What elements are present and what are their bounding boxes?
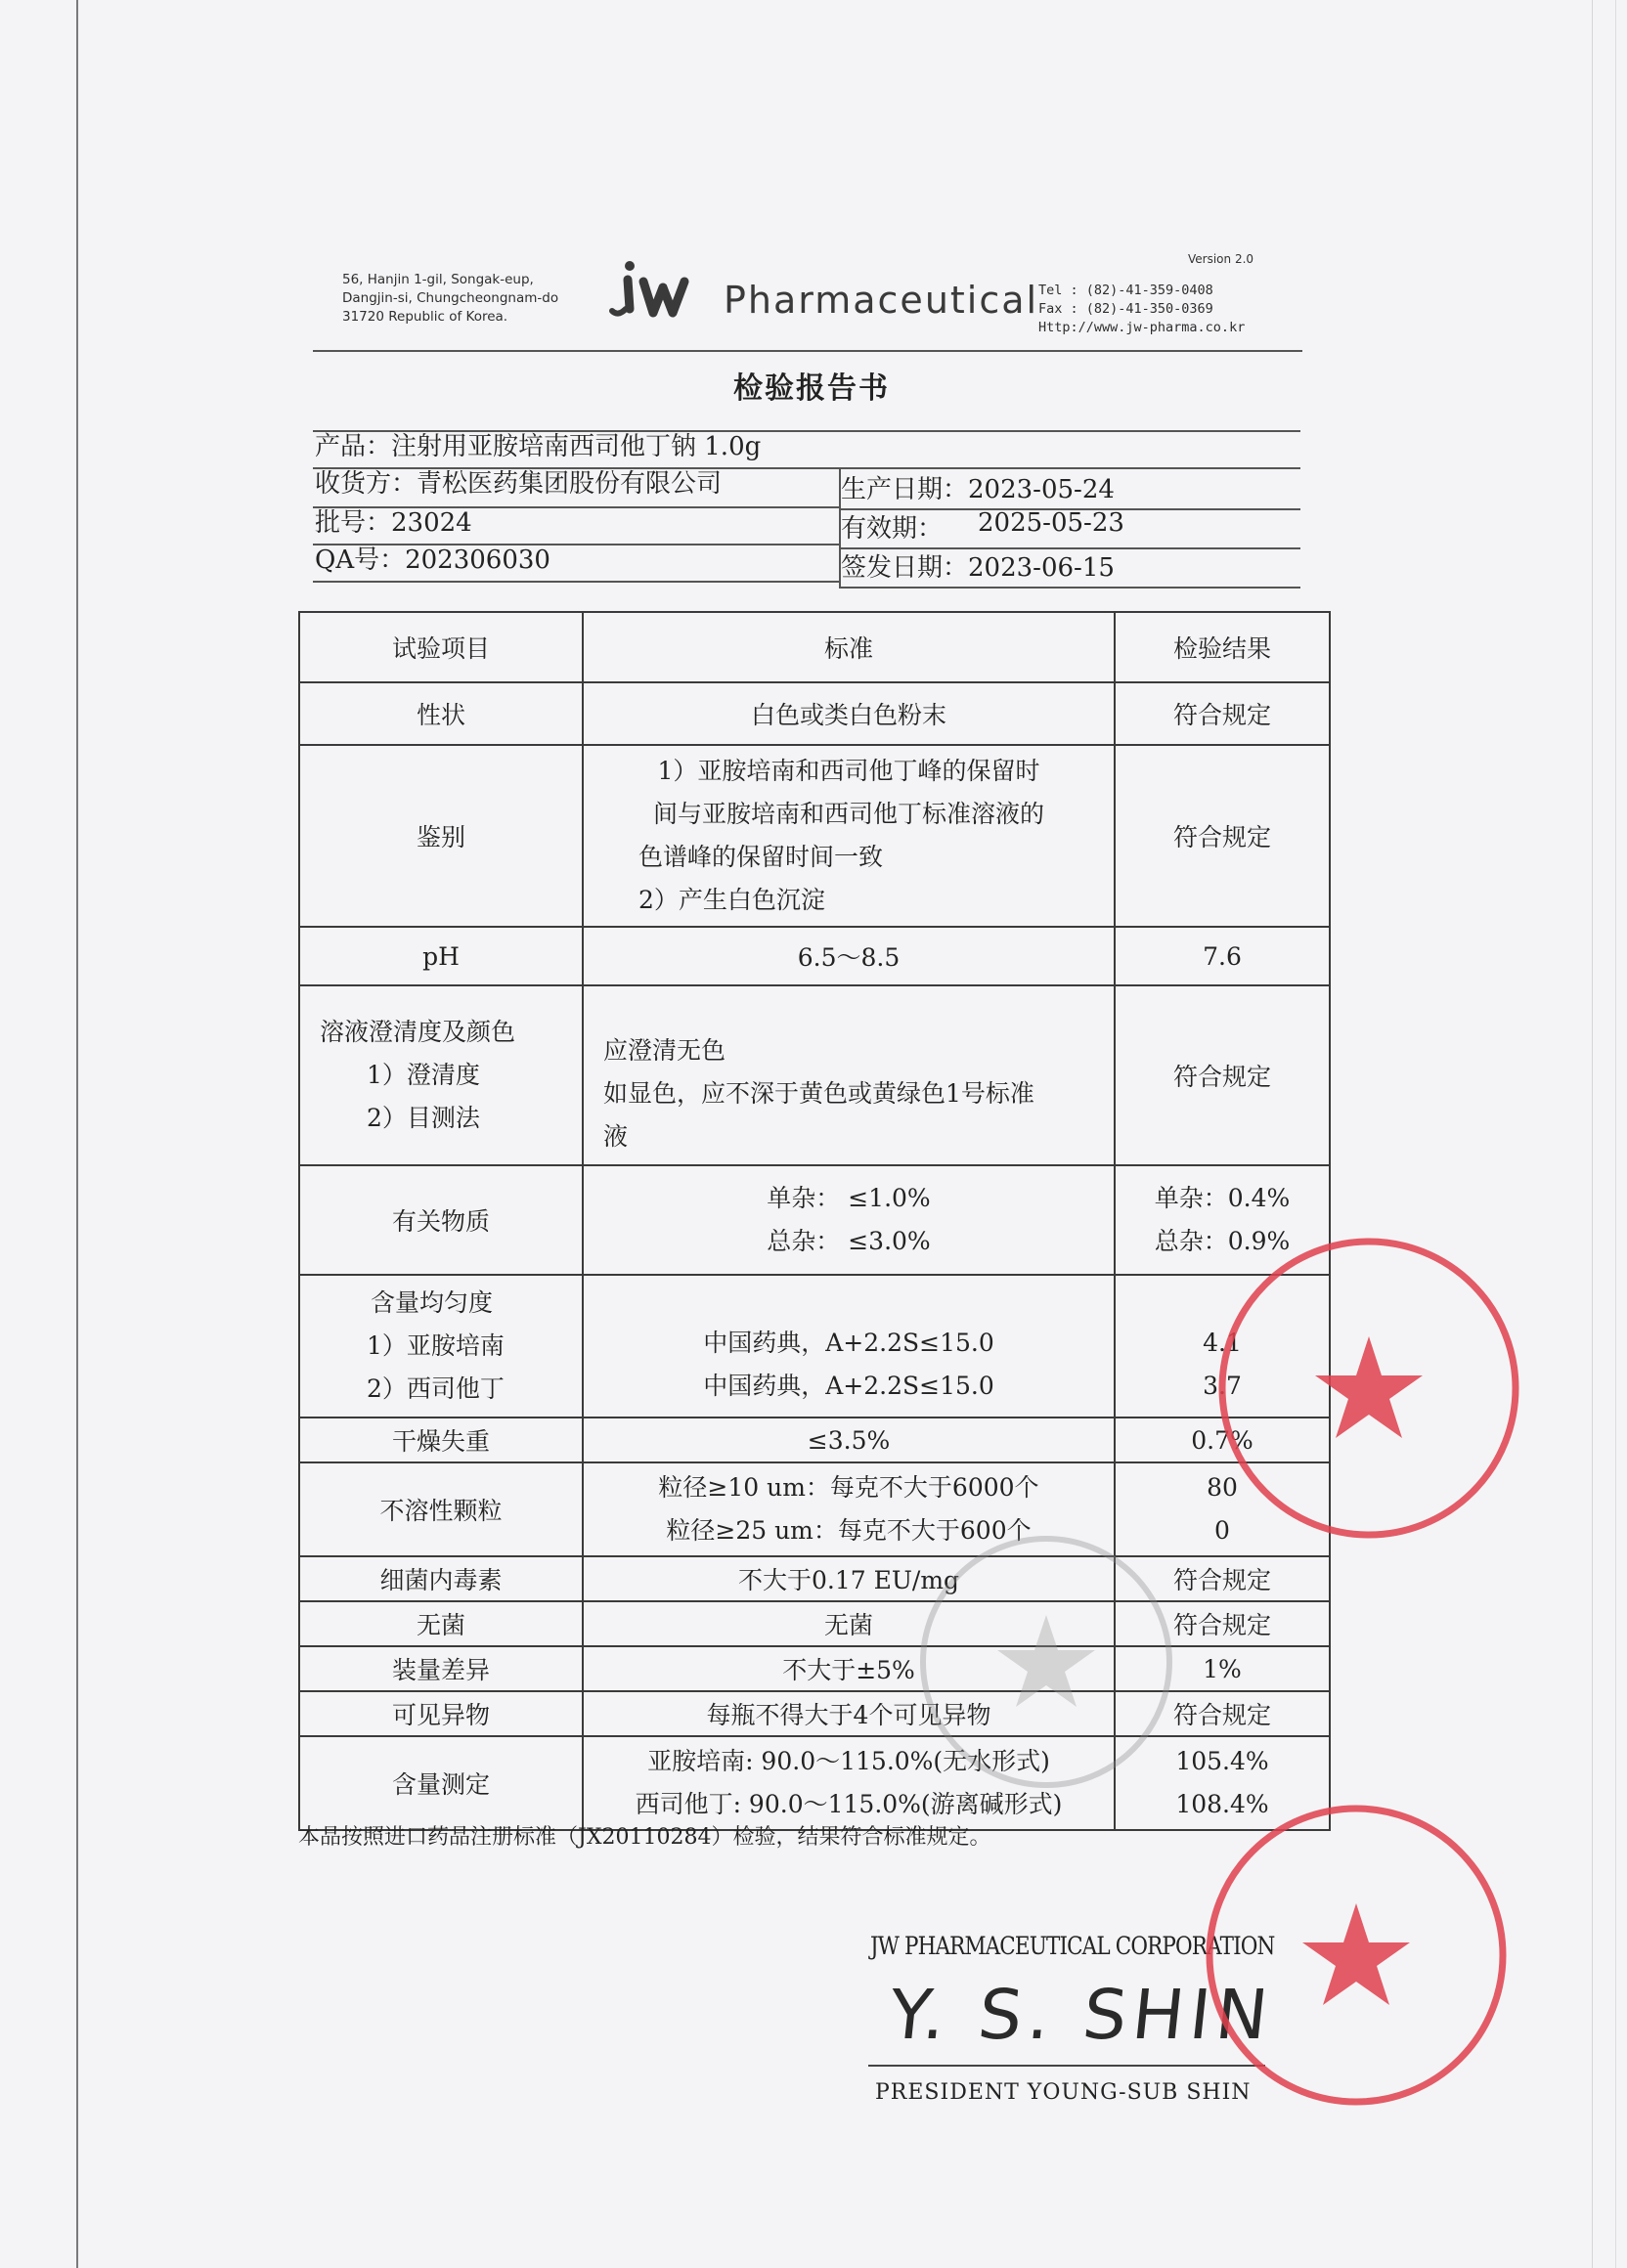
test-result: 7.6 (1115, 927, 1330, 985)
standard-line: 单杂： ≤1.0% (767, 1184, 931, 1212)
table-row (299, 745, 1330, 927)
table-row (299, 682, 1330, 745)
test-standard (583, 1736, 1115, 1830)
info-rule (839, 587, 1300, 589)
scan-edge-left (76, 0, 78, 2268)
table-row (299, 1736, 1330, 1830)
handwritten-signature: Y. S. SHIN (885, 1975, 1278, 2055)
signature-line (868, 2065, 1265, 2067)
test-item (299, 1275, 583, 1418)
standard-line: 中国药典，A+2.2S≤15.0 (703, 1329, 994, 1357)
test-results-table (298, 611, 1331, 1831)
test-item (299, 985, 583, 1165)
test-item: pH (299, 927, 583, 985)
test-standard (583, 745, 1115, 927)
standard-line: 2）产生白色沉淀 (638, 886, 825, 914)
logo-wordmark: Pharmaceutical (724, 279, 1039, 322)
fax-number: Fax : (82)-41-350-0369 (1038, 301, 1213, 317)
test-result: 1% (1115, 1646, 1330, 1691)
result-line: 总杂：0.9% (1154, 1227, 1291, 1255)
table-row (299, 1691, 1330, 1736)
star-icon (1315, 1336, 1423, 1438)
test-standard: 无菌 (583, 1601, 1115, 1646)
test-item: 有关物质 (299, 1165, 583, 1275)
production-date-field: 生产日期：2023-05-24 (841, 475, 1115, 504)
scan-edge-right-outer (1615, 0, 1616, 2268)
test-result (1115, 1462, 1330, 1556)
table-row (299, 927, 1330, 985)
address-line-3: 31720 Republic of Korea. (342, 309, 508, 325)
item-line: 含量均匀度 (371, 1288, 494, 1317)
test-item: 干燥失重 (299, 1418, 583, 1462)
test-item: 含量测定 (299, 1736, 583, 1830)
company-address (342, 271, 596, 327)
column-header-result: 检验结果 (1115, 612, 1330, 682)
result-line: 3.7 (1203, 1372, 1242, 1400)
info-rule (313, 581, 841, 583)
company-contact (1038, 282, 1245, 337)
standard-line: 粒径≥10 um：每克不大于6000个 (658, 1473, 1039, 1502)
info-column-divider (839, 467, 841, 587)
standard-line: 亚胺培南: 90.0～115.0%(无水形式) (647, 1747, 1050, 1775)
test-standard (583, 1275, 1115, 1418)
table-row (299, 1462, 1330, 1556)
scan-edge-right (1592, 0, 1593, 2268)
standard-line: 1）亚胺培南和西司他丁峰的保留时 (657, 757, 1040, 785)
test-standard: 白色或类白色粉末 (583, 682, 1115, 745)
test-result (1115, 1275, 1330, 1418)
column-header-standard: 标准 (583, 612, 1115, 682)
letterhead-divider (313, 350, 1302, 352)
test-result: 符合规定 (1115, 682, 1330, 745)
test-result (1115, 1165, 1330, 1275)
result-line: 4.1 (1203, 1329, 1242, 1357)
standard-line: 如显色，应不深于黄色或黄绿色1号标准 (603, 1079, 1034, 1108)
conclusion-statement: 本品按照进口药品注册标准（JX20110284）检验，结果符合标准规定。 (298, 1825, 991, 1850)
star-icon (1302, 1903, 1410, 2005)
signatory-name: PRESIDENT YOUNG-SUB SHIN (875, 2080, 1252, 2105)
result-line: 105.4% (1175, 1747, 1269, 1775)
test-item: 装量差异 (299, 1646, 583, 1691)
test-standard (583, 985, 1115, 1165)
test-standard: 6.5～8.5 (583, 927, 1115, 985)
test-standard (583, 1462, 1115, 1556)
item-line: 溶液澄清度及颜色 (320, 1018, 516, 1046)
item-line: 2）目测法 (367, 1104, 480, 1132)
address-line-1: 56, Hanjin 1-gil, Songak-eup, (342, 272, 534, 287)
test-result (1115, 1736, 1330, 1830)
standard-line: 粒径≥25 um：每克不大于600个 (666, 1516, 1032, 1545)
consignee-field: 收货方：青松医药集团股份有限公司 (315, 469, 723, 499)
document-title: 检验报告书 (733, 371, 890, 406)
issue-date-field: 签发日期：2023-06-15 (841, 553, 1115, 583)
table-row (299, 1418, 1330, 1462)
table-header-row (299, 612, 1330, 682)
test-standard: 不大于±5% (583, 1646, 1115, 1691)
table-row (299, 1601, 1330, 1646)
standard-line: 色谱峰的保留时间一致 (638, 843, 884, 871)
standard-line: 中国药典，A+2.2S≤15.0 (703, 1372, 994, 1400)
result-line: 0 (1214, 1516, 1230, 1545)
standard-line: 西司他丁: 90.0～115.0%(游离碱形式) (635, 1790, 1063, 1818)
table-row (299, 1165, 1330, 1275)
test-item: 性状 (299, 682, 583, 745)
test-item: 鉴别 (299, 745, 583, 927)
table-row (299, 985, 1330, 1165)
result-line: 80 (1207, 1473, 1238, 1502)
standard-line: 液 (603, 1122, 629, 1151)
tel-number: Tel : (82)-41-359-0408 (1038, 283, 1213, 298)
test-result: 符合规定 (1115, 745, 1330, 927)
standard-line: 总杂： ≤3.0% (767, 1227, 931, 1255)
test-item: 可见异物 (299, 1691, 583, 1736)
column-header-item: 试验项目 (299, 612, 583, 682)
website-url: Http://www.jw-pharma.co.kr (1038, 320, 1246, 335)
test-result: 符合规定 (1115, 1601, 1330, 1646)
batch-number-field: 批号：23024 (315, 508, 472, 538)
table-row (299, 1646, 1330, 1691)
expiry-date-field: 2025-05-23 (978, 508, 1124, 538)
address-line-2: Dangjin-si, Chungcheongnam-do (342, 290, 559, 306)
standard-line: 应澄清无色 (603, 1036, 726, 1065)
product-field: 产品：注射用亚胺培南西司他丁钠 1.0g (315, 432, 762, 461)
signatory-company: JW PHARMACEUTICAL CORPORATION (870, 1932, 1275, 1960)
expiry-label: 有效期： (841, 514, 944, 544)
test-result: 符合规定 (1115, 1556, 1330, 1601)
standard-line: 间与亚胺培南和西司他丁标准溶液的 (652, 800, 1044, 828)
table-row (299, 1275, 1330, 1418)
table-row (299, 1556, 1330, 1601)
jw-pharmaceutical-logo (608, 252, 1066, 330)
test-standard: 每瓶不得大于4个可见异物 (583, 1691, 1115, 1736)
result-line: 单杂：0.4% (1154, 1184, 1291, 1212)
result-line: 108.4% (1175, 1790, 1269, 1818)
test-result: 符合规定 (1115, 1691, 1330, 1736)
test-result: 符合规定 (1115, 985, 1330, 1165)
test-standard: 不大于0.17 EU/mg (583, 1556, 1115, 1601)
test-item: 不溶性颗粒 (299, 1462, 583, 1556)
test-result: 0.7% (1115, 1418, 1330, 1462)
test-standard: ≤3.5% (583, 1418, 1115, 1462)
item-line: 1）亚胺培南 (367, 1331, 505, 1360)
item-line: 1）澄清度 (367, 1061, 480, 1089)
qa-number-field: QA号：202306030 (315, 545, 550, 575)
item-line: 2）西司他丁 (367, 1374, 505, 1403)
test-standard (583, 1165, 1115, 1275)
version-label: Version 2.0 (1188, 252, 1254, 266)
test-item: 细菌内毒素 (299, 1556, 583, 1601)
test-item: 无菌 (299, 1601, 583, 1646)
